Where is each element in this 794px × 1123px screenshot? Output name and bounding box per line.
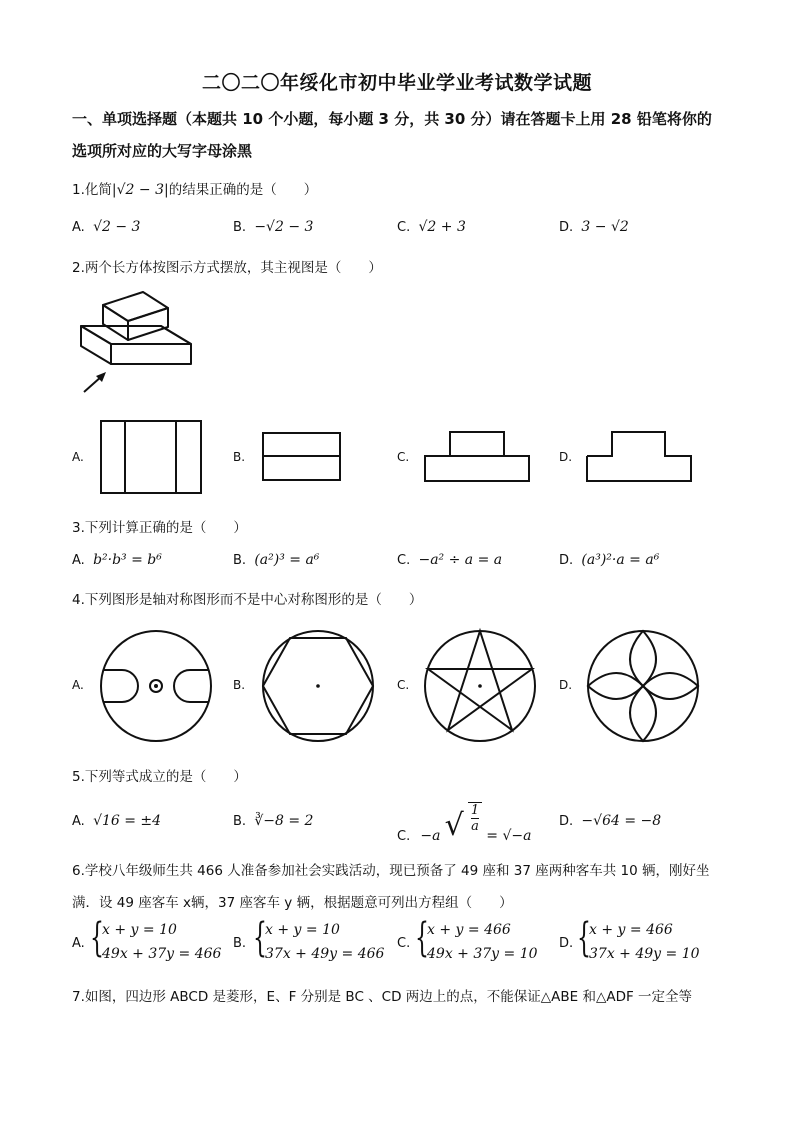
option-letter: D.	[559, 814, 574, 829]
q6-option-c[interactable]	[397, 915, 547, 968]
option-expr: √2 − 3	[93, 219, 141, 235]
section-heading-line1: 一、单项选择题（本题共 10 个小题，每小题 3 分，共 30 分）请在答题卡上用 28 铅笔将你的	[72, 110, 712, 128]
option-expr: −√2 − 3	[254, 219, 314, 235]
option-letter: B.	[233, 553, 247, 568]
q4-option-a-figure[interactable]	[100, 630, 212, 742]
fraction-numerator: 1	[470, 803, 480, 818]
option-expr-pre: −a	[420, 828, 441, 844]
q4-option-a-letter: A.	[72, 678, 84, 692]
option-expr: 3 − √2	[581, 219, 629, 235]
option-letter: A.	[72, 220, 85, 235]
q1-stem-abs: |√2 − 3|	[111, 182, 169, 198]
q3-option-b[interactable]	[233, 552, 319, 568]
q6-option-a[interactable]	[72, 915, 222, 968]
q5-option-b[interactable]	[233, 813, 313, 829]
sqrt-sign: √	[444, 808, 464, 843]
brace-icon: {	[577, 915, 591, 961]
q5-option-c[interactable]	[397, 800, 532, 844]
option-letter: C.	[397, 936, 411, 951]
equation-2: 37x + 49y = 10	[589, 946, 700, 962]
q1-stem-prefix: 1.化简	[72, 182, 112, 198]
q4-option-d-letter: D.	[559, 678, 573, 692]
q3-option-d[interactable]	[559, 552, 659, 568]
q6-option-b[interactable]	[233, 915, 385, 968]
q6-stem-line1: 6.学校八年级师生共 466 人准备参加社会实践活动，现已预备了 49 座和 37 座两种客车共 10 辆，刚好坐	[72, 863, 710, 879]
q4-option-c-letter: C.	[397, 678, 410, 692]
option-letter: A.	[72, 553, 85, 568]
q4-option-b-letter: B.	[233, 678, 246, 692]
q4-option-d-figure[interactable]	[587, 630, 699, 742]
q1-option-d[interactable]	[559, 219, 629, 235]
page-title: 二〇二〇年绥化市初中毕业学业考试数学试题	[201, 72, 592, 94]
option-expr: −a² ÷ a = a	[418, 552, 503, 568]
q1-stem	[72, 178, 317, 198]
q2-option-d-figure[interactable]	[586, 431, 692, 483]
q1-option-c[interactable]	[397, 219, 466, 235]
option-letter: D.	[559, 220, 574, 235]
option-expr: (a²)³ = a⁶	[254, 552, 320, 568]
section-heading-line2: 选项所对应的大写字母涂黑	[72, 142, 253, 160]
q2-option-c-figure[interactable]	[424, 431, 530, 483]
fraction	[468, 802, 482, 834]
equation-2: 37x + 49y = 466	[265, 946, 385, 962]
q5-option-d[interactable]	[559, 813, 661, 829]
fraction-denominator: a	[471, 819, 479, 834]
brace-icon: {	[253, 915, 267, 961]
option-expr: (a³)²·a = a⁶	[581, 552, 660, 568]
q6-option-d[interactable]	[559, 915, 709, 968]
equation-2: 49x + 37y = 466	[102, 946, 222, 962]
option-letter: B.	[233, 936, 247, 951]
option-expr: −√64 = −8	[581, 813, 662, 829]
option-letter: C.	[397, 220, 411, 235]
option-letter: A.	[72, 814, 85, 829]
q4-option-c-figure[interactable]	[424, 630, 536, 742]
q2-option-c-letter: C.	[397, 450, 410, 464]
q6-stem-line2: 满．设 49 座客车 x辆，37 座客车 y 辆，根据题意可列出方程组（ ）	[72, 895, 513, 911]
equation-2: 49x + 37y = 10	[427, 946, 538, 962]
q1-stem-suffix: 的结果正确的是（ ）	[168, 182, 318, 198]
q3-option-c[interactable]	[397, 552, 502, 568]
equation-1: x + y = 10	[102, 922, 177, 938]
option-letter: B.	[233, 814, 247, 829]
option-expr: √2 + 3	[418, 219, 466, 235]
q2-option-b-letter: B.	[233, 450, 246, 464]
q2-stacked-boxes-figure	[76, 288, 196, 398]
q5-stem: 5.下列等式成立的是（ ）	[72, 769, 247, 785]
q2-option-b-figure[interactable]	[262, 432, 342, 482]
q1-option-b[interactable]	[233, 219, 313, 235]
option-letter: B.	[233, 220, 247, 235]
q2-option-a-letter: A.	[72, 450, 84, 464]
q3-option-a[interactable]	[72, 552, 162, 568]
q1-option-a[interactable]	[72, 219, 140, 235]
option-letter: C.	[397, 553, 411, 568]
option-expr: b²·b³ = b⁶	[93, 552, 162, 568]
brace-icon: {	[415, 915, 429, 961]
equation-1: x + y = 466	[427, 922, 511, 938]
q4-option-b-figure[interactable]	[262, 630, 374, 742]
q4-stem: 4.下列图形是轴对称图形而不是中心对称图形的是（ ）	[72, 592, 423, 608]
q7-stem: 7.如图，四边形 ABCD 是菱形，E、F 分别是 BC 、CD 两边上的点，不能保证△ABE 和△ADF 一定全等	[72, 989, 693, 1005]
q2-option-a-figure[interactable]	[100, 420, 202, 494]
option-expr: ∛−8 = 2	[254, 813, 314, 829]
brace-icon: {	[90, 915, 104, 961]
option-letter: D.	[559, 936, 574, 951]
option-letter: D.	[559, 553, 574, 568]
option-letter: C.	[397, 829, 411, 844]
q2-stem: 2.两个长方体按图示方式摆放，其主视图是（ ）	[72, 260, 382, 276]
q3-stem: 3.下列计算正确的是（ ）	[72, 520, 247, 536]
equation-1: x + y = 10	[265, 922, 340, 938]
option-expr: √16 = ±4	[93, 813, 162, 829]
q2-option-d-letter: D.	[559, 450, 573, 464]
option-letter: A.	[72, 936, 85, 951]
option-expr-post: = √−a	[486, 828, 532, 844]
equation-1: x + y = 466	[589, 922, 673, 938]
q5-option-a[interactable]	[72, 813, 161, 829]
